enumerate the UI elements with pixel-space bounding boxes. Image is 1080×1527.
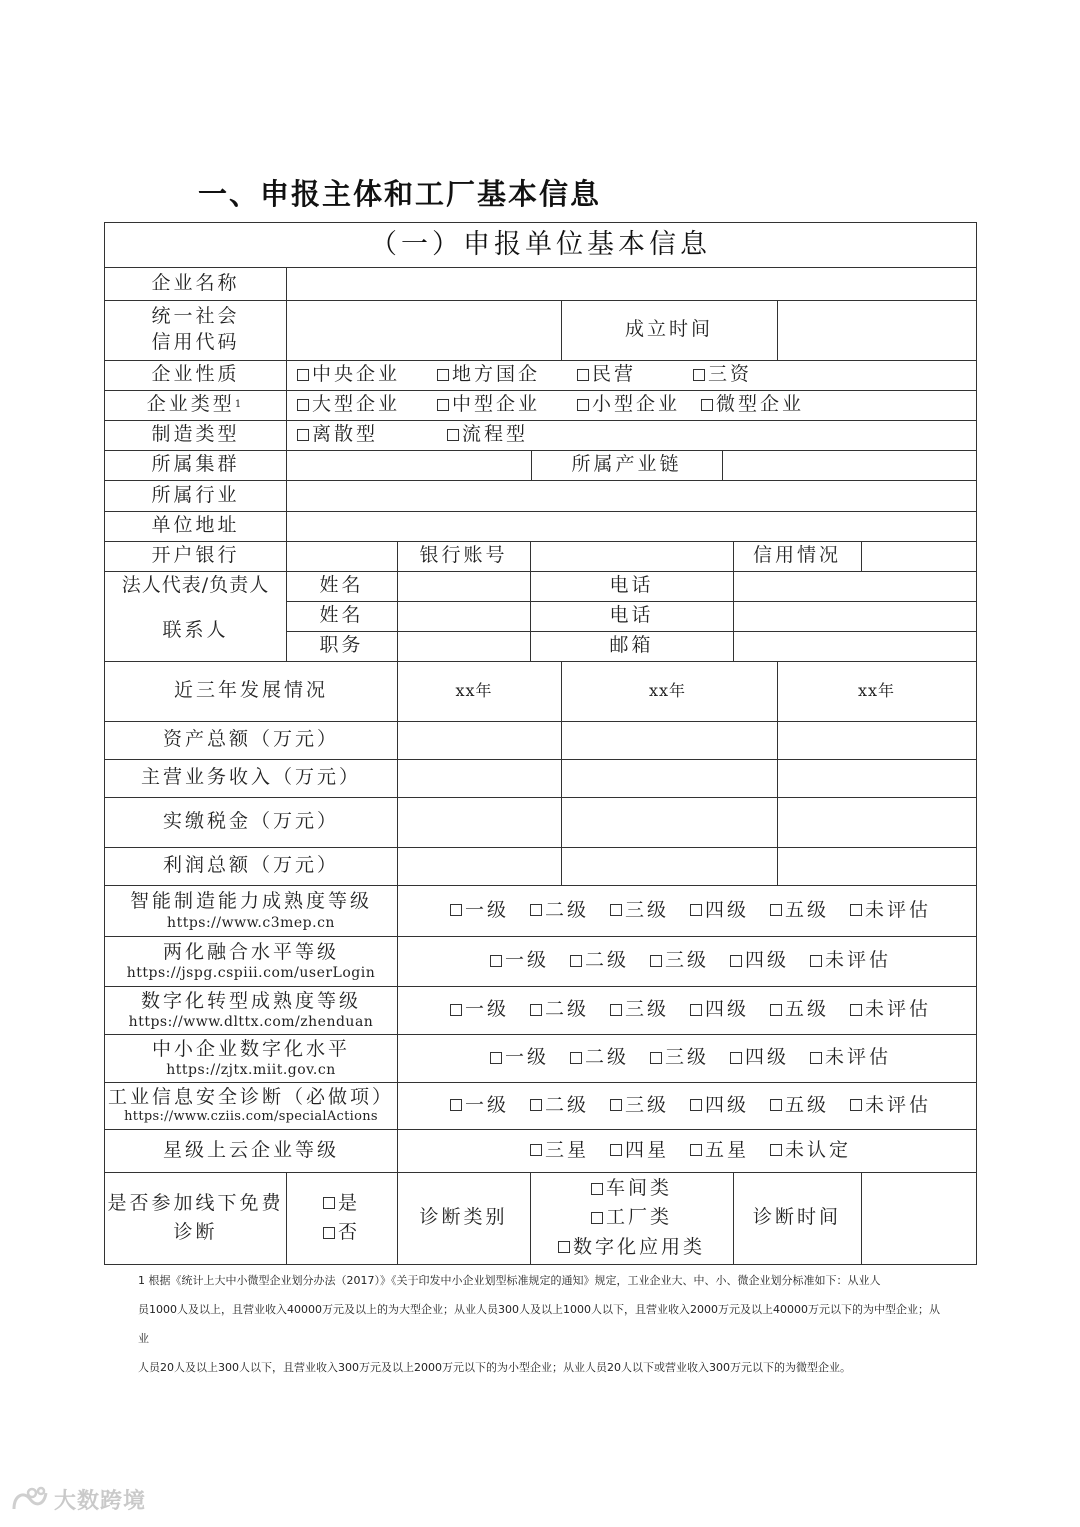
- offline-no-option[interactable]: 否: [323, 1218, 360, 1247]
- profit-field[interactable]: [778, 848, 976, 885]
- grade-options: [450, 986, 970, 1034]
- type-option[interactable]: 中型企业: [437, 392, 577, 418]
- checkbox-icon: [610, 1099, 622, 1111]
- diagnosis-time-field[interactable]: [862, 1173, 976, 1264]
- mfg-option[interactable]: 流程型: [447, 422, 528, 448]
- legal-rep-label: 法人代表/负责人: [121, 574, 270, 597]
- offline-yes-option[interactable]: 是: [323, 1189, 360, 1218]
- checkbox-icon: [437, 369, 449, 381]
- cluster-label: 所属集群: [151, 453, 240, 476]
- grade-option[interactable]: 五级: [770, 997, 850, 1023]
- checkbox-icon: [850, 1004, 862, 1016]
- cloud-option[interactable]: 未认定: [770, 1138, 851, 1164]
- industry-field[interactable]: [287, 481, 976, 511]
- tax-field[interactable]: [778, 798, 976, 847]
- grade-url: https://jspg.cspiii.com/userLogin: [126, 965, 376, 982]
- nature-option[interactable]: 三资: [693, 362, 752, 388]
- assets-field[interactable]: [562, 722, 777, 759]
- bank-field[interactable]: [287, 542, 397, 571]
- profit-label: 利润总额（万元）: [162, 854, 339, 877]
- mfg-type-label: 制造类型: [151, 423, 240, 446]
- checkbox-icon: [558, 1241, 570, 1253]
- checkbox-icon: [770, 1099, 782, 1111]
- checkbox-icon: [850, 1099, 862, 1111]
- grade-option[interactable]: 五级: [770, 898, 850, 924]
- footnote-line: 人员20人及以上300人以下，且营业收入300万元及以上2000万元以下的为小型企业；从业人员20人以下或营业收入300万元以下的为微型企业。: [138, 1361, 851, 1374]
- grade-option[interactable]: 四级: [690, 898, 770, 924]
- watermark: [10, 1484, 146, 1515]
- checkbox-icon: [693, 369, 705, 381]
- grade-option[interactable]: 三级: [650, 1045, 730, 1071]
- grade-option[interactable]: 三级: [650, 948, 730, 974]
- revenue-label: 主营业务收入（万元）: [140, 766, 361, 789]
- checkbox-icon: [530, 1004, 542, 1016]
- grade-label: 数字化转型成熟度等级: [140, 989, 361, 1012]
- credit-status-label: 信用情况: [752, 544, 841, 567]
- offline-yes-no: [286, 1172, 397, 1264]
- grade-label-cell: [105, 986, 397, 1034]
- grade-option[interactable]: 未评估: [850, 898, 931, 924]
- checkbox-icon: [297, 399, 309, 411]
- grade-label-cell: [105, 1082, 397, 1129]
- grade-option[interactable]: 二级: [570, 948, 650, 974]
- diagnosis-category-label: 诊断类别: [419, 1206, 508, 1229]
- grade-url: https://www.dlttx.com/zhenduan: [128, 1014, 374, 1031]
- category-option[interactable]: 车间类: [591, 1174, 672, 1203]
- cloud-level-options: [530, 1129, 970, 1172]
- cloud-option[interactable]: 四星: [610, 1138, 690, 1164]
- diagnosis-category-options: [530, 1172, 733, 1264]
- grade-options: [490, 1034, 970, 1082]
- footnote-line: 1 根据《统计上大中小微型企业划分办法（2017）》《关于印发中小企业划型标准规定的通知》规定，工业企业大、中、小、微企业划分标准如下：从业人: [138, 1274, 881, 1287]
- footnote: [138, 1266, 948, 1382]
- legal-rep-name-label: 姓名: [319, 574, 364, 597]
- checkbox-icon: [730, 1052, 742, 1064]
- tax-field[interactable]: [562, 798, 777, 847]
- grade-options: [450, 1082, 970, 1129]
- section-heading: 一、申报主体和工厂基本信息: [198, 177, 602, 211]
- checkbox-icon: [610, 904, 622, 916]
- assets-field[interactable]: [398, 722, 561, 759]
- grade-option[interactable]: 四级: [730, 1045, 810, 1071]
- grade-option[interactable]: 一级: [450, 898, 530, 924]
- assets-label: 资产总额（万元）: [162, 728, 339, 751]
- grade-option[interactable]: 一级: [490, 948, 570, 974]
- grade-label-cell: [105, 1034, 397, 1082]
- contact-label: 联系人: [162, 619, 229, 642]
- checkbox-icon: [690, 1099, 702, 1111]
- grade-option[interactable]: 二级: [530, 898, 610, 924]
- contact-phone-label: 电话: [609, 604, 654, 627]
- grade-label: 工业信息安全诊断（必做项）: [107, 1085, 394, 1108]
- checkbox-icon: [730, 955, 742, 967]
- grade-option[interactable]: 二级: [570, 1045, 650, 1071]
- checkbox-icon: [810, 955, 822, 967]
- checkbox-icon: [297, 369, 309, 381]
- form-title: （一）申报单位基本信息: [370, 228, 711, 260]
- year-header: xx年: [649, 681, 687, 701]
- checkbox-icon: [530, 1144, 542, 1156]
- checkbox-icon: [690, 1144, 702, 1156]
- nature-option[interactable]: 民营: [577, 362, 693, 388]
- grade-url: https://zjtx.miit.gov.cn: [166, 1062, 336, 1079]
- checkbox-icon: [701, 399, 713, 411]
- category-option[interactable]: 数字化应用类: [558, 1233, 705, 1262]
- profit-field[interactable]: [562, 848, 777, 885]
- watermark-logo-icon: [10, 1485, 50, 1515]
- checkbox-icon: [450, 904, 462, 916]
- bank-label: 开户银行: [151, 544, 240, 567]
- footnote-marker: 1: [234, 399, 245, 411]
- checkbox-icon: [490, 1052, 502, 1064]
- legal-rep-phone-label: 电话: [609, 574, 654, 597]
- checkbox-icon: [530, 904, 542, 916]
- grade-option[interactable]: 三级: [610, 898, 690, 924]
- company-name-label: 企业名称: [151, 271, 240, 294]
- checkbox-icon: [570, 1052, 582, 1064]
- credit-code-label-line1: 统一社会: [151, 305, 240, 328]
- grade-option[interactable]: 未评估: [850, 997, 931, 1023]
- footnote-line: 员1000人及以上，且营业收入40000万元及以上的为大型企业；从业人员300人及以上1000人以下，且营业收入2000万元及以上40000万元以下的为中型企业；从业: [138, 1303, 940, 1345]
- established-date-field[interactable]: [778, 301, 976, 360]
- industry-chain-field[interactable]: [723, 451, 976, 480]
- checkbox-icon: [591, 1183, 603, 1195]
- established-date-label: 成立时间: [624, 318, 713, 341]
- industry-chain-label: 所属产业链: [571, 453, 682, 476]
- contact-name-label: 姓名: [319, 604, 364, 627]
- checkbox-icon: [610, 1004, 622, 1016]
- nature-option[interactable]: 中央企业: [297, 362, 437, 388]
- checkbox-icon: [297, 429, 309, 441]
- credit-code-label-line2: 信用代码: [151, 331, 240, 353]
- legal-rep-name-field[interactable]: [398, 572, 530, 601]
- mfg-option[interactable]: 离散型: [297, 422, 447, 448]
- type-option[interactable]: 小型企业: [577, 392, 701, 418]
- grade-option[interactable]: 三级: [610, 997, 690, 1023]
- grade-option[interactable]: 四级: [690, 1093, 770, 1119]
- checkbox-icon: [650, 955, 662, 967]
- grade-options: [450, 885, 970, 936]
- grade-label: 智能制造能力成熟度等级: [129, 890, 372, 913]
- grade-label: 两化融合水平等级: [162, 940, 339, 963]
- company-nature-options: [297, 360, 967, 390]
- checkbox-icon: [450, 1099, 462, 1111]
- credit-code-label: [105, 300, 286, 360]
- grade-label: 中小企业数字化水平: [151, 1037, 350, 1060]
- grade-option[interactable]: 未评估: [850, 1093, 931, 1119]
- bank-account-field[interactable]: [531, 542, 733, 571]
- grade-option[interactable]: 二级: [530, 1093, 610, 1119]
- company-nature-label: 企业性质: [151, 363, 240, 386]
- grade-option[interactable]: 三级: [610, 1093, 690, 1119]
- cloud-option[interactable]: 五星: [690, 1138, 770, 1164]
- company-type-label: 企业类型 1: [146, 393, 245, 416]
- contact-name-field[interactable]: [398, 602, 530, 631]
- checkbox-icon: [850, 904, 862, 916]
- company-type-options: [297, 390, 967, 420]
- year-header: xx年: [857, 681, 896, 701]
- checkbox-icon: [770, 904, 782, 916]
- nature-option[interactable]: 地方国企: [437, 362, 577, 388]
- tax-label: 实缴税金（万元）: [162, 810, 339, 833]
- grade-option[interactable]: 五级: [770, 1093, 850, 1119]
- checkbox-icon: [770, 1144, 782, 1156]
- diagnosis-time-label: 诊断时间: [752, 1206, 841, 1229]
- checkbox-icon: [323, 1197, 335, 1209]
- grade-option[interactable]: 二级: [530, 997, 610, 1023]
- checkbox-icon: [770, 1004, 782, 1016]
- contact-position-label: 职务: [319, 634, 364, 657]
- watermark-text: 大数跨境: [54, 1489, 147, 1514]
- industry-label: 所属行业: [151, 483, 240, 506]
- checkbox-icon: [690, 1004, 702, 1016]
- category-option[interactable]: 工厂类: [591, 1203, 672, 1232]
- grade-url: https://www.c3mep.cn: [167, 914, 335, 931]
- grade-option[interactable]: 一级: [450, 997, 530, 1023]
- contact-position-field[interactable]: [398, 632, 530, 661]
- legal-rep-phone-field[interactable]: [734, 572, 976, 601]
- cloud-option[interactable]: 三星: [530, 1138, 610, 1164]
- cluster-field[interactable]: [287, 451, 531, 480]
- credit-code-field[interactable]: [287, 301, 561, 360]
- address-label: 单位地址: [151, 514, 240, 537]
- revenue-field[interactable]: [398, 760, 561, 797]
- checkbox-icon: [690, 904, 702, 916]
- checkbox-icon: [323, 1227, 335, 1239]
- credit-status-field[interactable]: [862, 542, 976, 571]
- grade-label-cell: [105, 885, 397, 936]
- checkbox-icon: [447, 429, 459, 441]
- offline-diagnosis-label: 是否参加线下免费 诊断: [107, 1191, 284, 1243]
- checkbox-icon: [450, 1004, 462, 1016]
- checkbox-icon: [570, 955, 582, 967]
- type-option[interactable]: 大型企业: [297, 392, 437, 418]
- grade-option[interactable]: 一级: [490, 1045, 570, 1071]
- year-header: xx年: [455, 681, 493, 701]
- grade-option[interactable]: 四级: [690, 997, 770, 1023]
- assets-field[interactable]: [778, 722, 976, 759]
- checkbox-icon: [610, 1144, 622, 1156]
- grade-option[interactable]: 未评估: [810, 948, 891, 974]
- grade-label-cell: [105, 936, 397, 986]
- checkbox-icon: [810, 1052, 822, 1064]
- profit-field[interactable]: [398, 848, 561, 885]
- checkbox-icon: [591, 1212, 603, 1224]
- enterprise-info-form: [104, 222, 977, 1265]
- checkbox-icon: [490, 955, 502, 967]
- grade-option[interactable]: 未评估: [810, 1045, 891, 1071]
- type-option[interactable]: 微型企业: [701, 392, 804, 418]
- development-label: 近三年发展情况: [173, 679, 328, 702]
- contact-email-label: 邮箱: [609, 634, 654, 657]
- checkbox-icon: [650, 1052, 662, 1064]
- grade-url: https://www.cziis.com/specialActions: [124, 1109, 378, 1125]
- checkbox-icon: [530, 1099, 542, 1111]
- revenue-field[interactable]: [778, 760, 976, 797]
- checkbox-icon: [437, 399, 449, 411]
- tax-field[interactable]: [398, 798, 561, 847]
- revenue-field[interactable]: [562, 760, 777, 797]
- contact-email-field[interactable]: [734, 632, 976, 661]
- grade-option[interactable]: 四级: [730, 948, 810, 974]
- checkbox-icon: [577, 399, 589, 411]
- cloud-level-label: 星级上云企业等级: [162, 1138, 339, 1161]
- grade-options: [490, 936, 970, 986]
- grade-option[interactable]: 一级: [450, 1093, 530, 1119]
- address-field[interactable]: [287, 512, 976, 541]
- contact-phone-field[interactable]: [734, 602, 976, 631]
- checkbox-icon: [577, 369, 589, 381]
- bank-account-label: 银行账号: [419, 544, 508, 567]
- mfg-type-options: [297, 420, 967, 450]
- company-name-field[interactable]: [287, 268, 976, 300]
